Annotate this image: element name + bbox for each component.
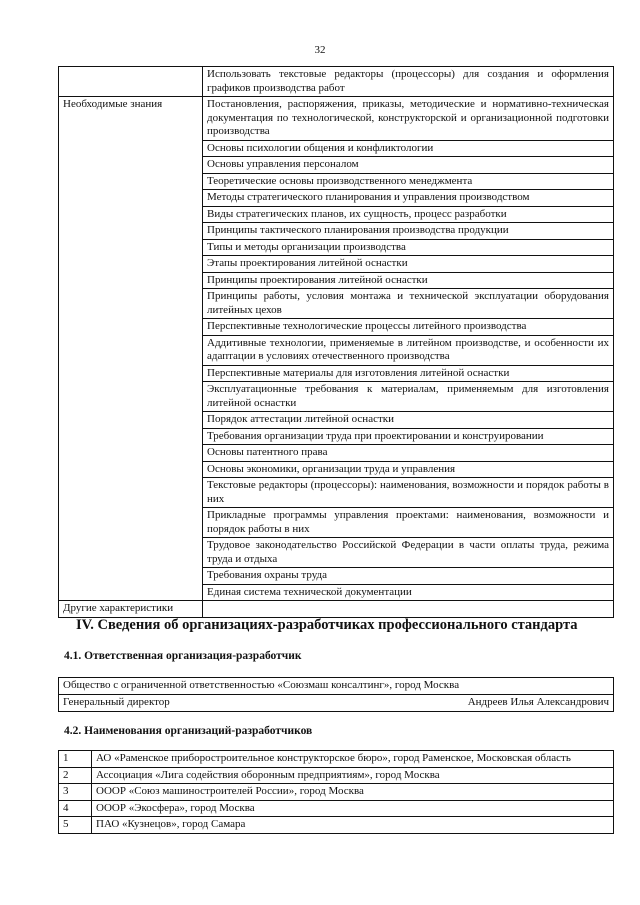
knowledge-item: Основы управления персоналом [203,157,614,174]
knowledge-label: Необходимые знания [59,97,203,601]
knowledge-item: Основы психологии общения и конфликтологии [203,140,614,157]
developer-name: Ассоциация «Лига содействия оборонным предприятиям», город Москва [92,767,614,784]
developer-name: АО «Раменское приборостроительное конструкторское бюро», город Раменское, Московская область [92,751,614,768]
empty-label-cell [59,67,203,97]
developer-number: 2 [59,767,92,784]
table-row [59,817,614,834]
subsection-title-responsible: 4.1. Ответственная организация-разработчик [64,650,302,662]
knowledge-item: Основы экономики, организации труда и управления [203,461,614,478]
organization-name: Общество с ограниченной ответственностью «Союзмаш консалтинг», город Москва [59,678,614,695]
knowledge-item: Основы патентного права [203,445,614,462]
knowledge-item: Принципы проектирования литейной оснастки [203,272,614,289]
page-number: 32 [314,44,326,56]
other-characteristics-label: Другие характеристики [59,601,203,618]
knowledge-item: Этапы проектирования литейной оснастки [203,256,614,273]
developer-number: 5 [59,817,92,834]
knowledge-item: Порядок аттестации литейной оснастки [203,412,614,429]
table-row [59,767,614,784]
table-row [59,601,614,618]
knowledge-item: Методы стратегического планирования и управления производством [203,190,614,207]
signatory-position: Генеральный директор [63,696,170,708]
signatory-cell [59,695,614,712]
table-row [59,800,614,817]
knowledge-item: Прикладные программы управления проектами: наименования, возможности и порядок работы в них [203,508,614,538]
knowledge-item: Перспективные материалы для изготовления литейной оснастки [203,365,614,382]
developer-name: ОООР «Экосфера», город Москва [92,800,614,817]
knowledge-table [58,66,614,618]
knowledge-item: Трудовое законодательство Российской Федерации в части оплаты труда, режима труда и отдыха [203,538,614,568]
table-row [59,784,614,801]
knowledge-item: Требования охраны труда [203,568,614,585]
signatory-name: Андреев Илья Александрович [467,696,609,708]
developers-table [58,750,614,834]
knowledge-item: Текстовые редакторы (процессоры): наименования, возможности и порядок работы в них [203,478,614,508]
table-row [59,695,614,712]
section-title: IV. Сведения об организациях-разработчиках профессионального стандарта [76,617,578,633]
table-row [59,751,614,768]
knowledge-item: Перспективные технологические процессы литейного производства [203,319,614,336]
knowledge-item: Постановления, распоряжения, приказы, методические и нормативно-техническая документация по технологической, конструкторской и организационной подготовки производства [203,97,614,141]
skill-item: Использовать текстовые редакторы (процессоры) для создания и оформления графиков производства работ [203,67,614,97]
knowledge-item: Принципы работы, условия монтажа и технической эксплуатации оборудования литейных цехов [203,289,614,319]
subsection-title-developers: 4.2. Наименования организаций-разработчиков [64,725,313,737]
knowledge-item: Принципы тактического планирования производства продукции [203,223,614,240]
knowledge-item: Единая система технической документации [203,584,614,601]
knowledge-item: Эксплуатационные требования к материалам, применяемым для изготовления литейной оснастки [203,382,614,412]
responsible-org-table [58,677,614,712]
table-row [59,678,614,695]
knowledge-item: Аддитивные технологии, применяемые в литейном производстве, и особенности их адаптации в условиях отечественного производства [203,335,614,365]
knowledge-item: Требования организации труда при проектировании и конструировании [203,428,614,445]
developer-number: 1 [59,751,92,768]
knowledge-item: Виды стратегических планов, их сущность, процесс разработки [203,206,614,223]
other-characteristics-value [203,601,614,618]
developer-name: ОООР «Союз машиностроителей России», город Москва [92,784,614,801]
table-row [59,97,614,141]
table-row [59,67,614,97]
knowledge-item: Типы и методы организации производства [203,239,614,256]
developer-number: 3 [59,784,92,801]
knowledge-item: Теоретические основы производственного менеджмента [203,173,614,190]
developer-name: ПАО «Кузнецов», город Самара [92,817,614,834]
developer-number: 4 [59,800,92,817]
